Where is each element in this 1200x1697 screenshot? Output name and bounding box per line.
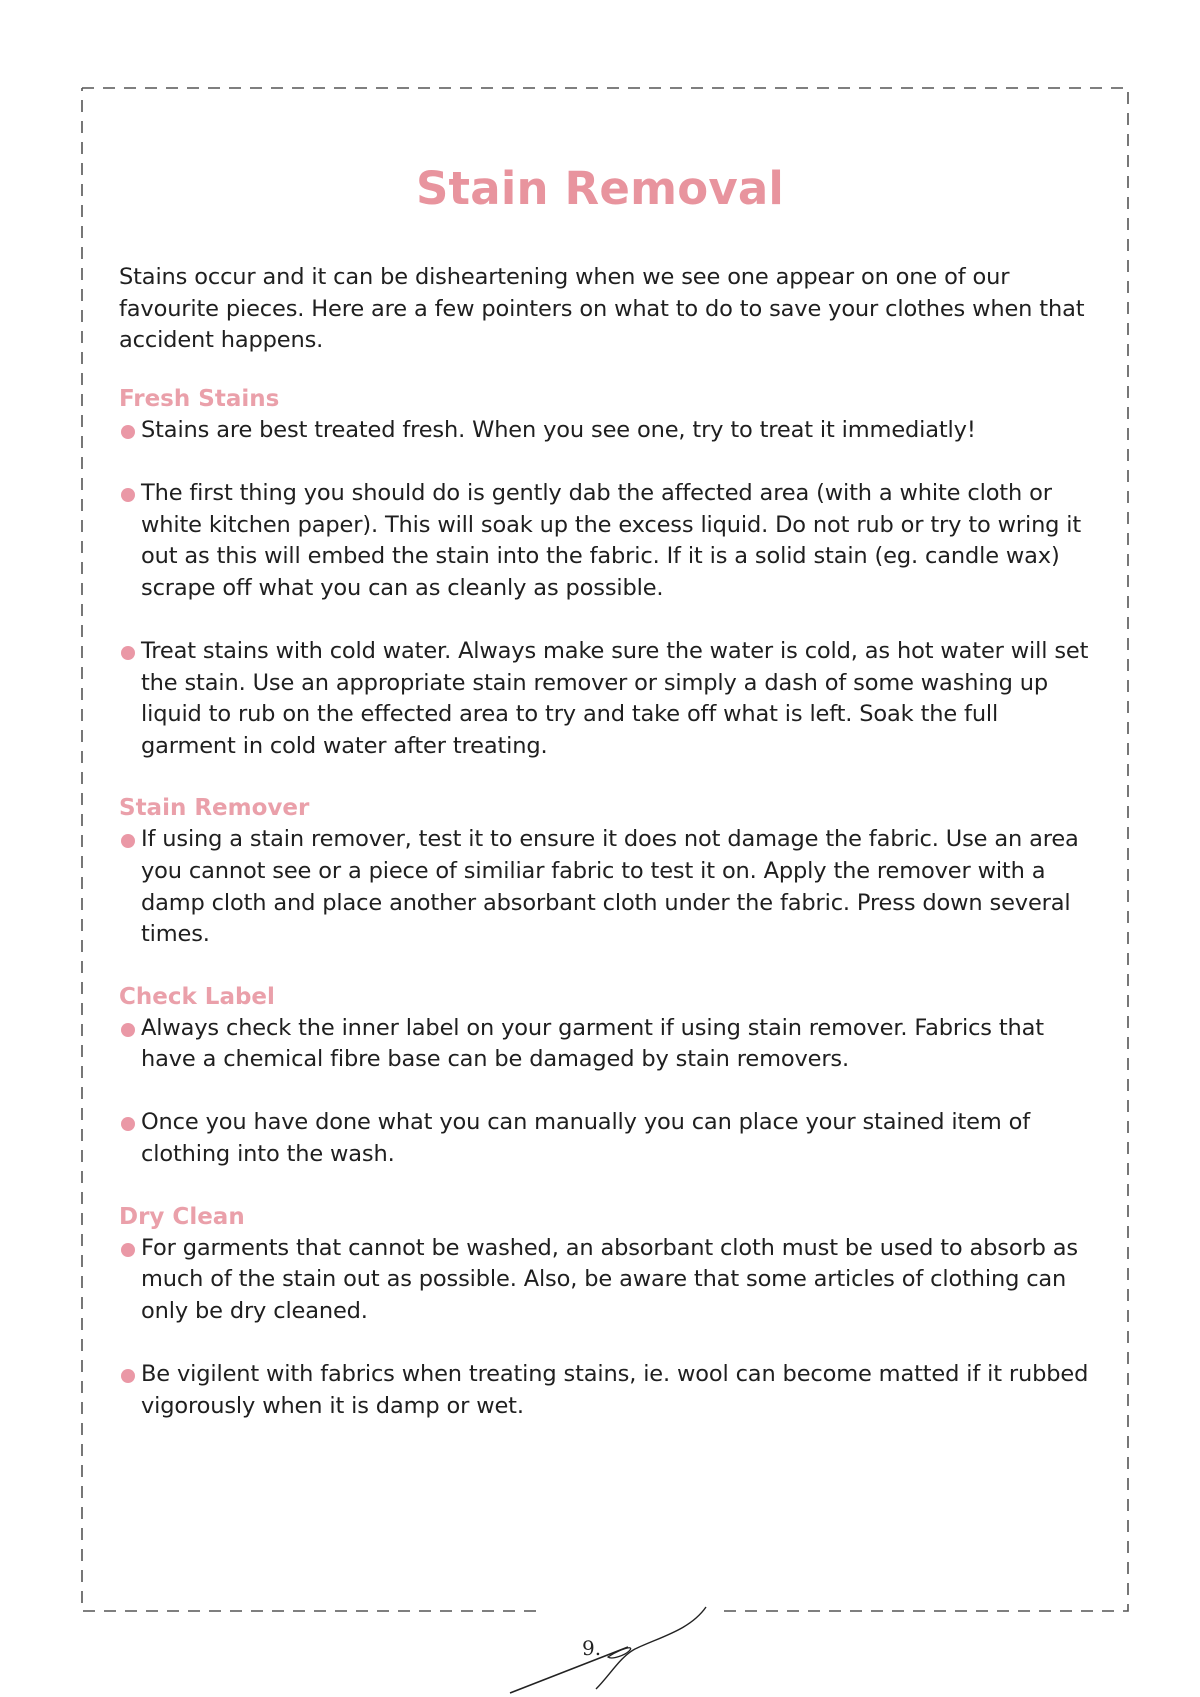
bullet-text: The first thing you should do is gently dab the affected area (with a white cloth or white kitchen paper). This will soak up the excess liquid. Do not rub or try to wring it out as this will embed the stain into the fabric. If it is a solid stain (eg. candle wax) scrape off what you can as cleanly as possible.: [141, 479, 1082, 601]
intro-paragraph: Stains occur and it can be disheartening when we see one appear on one of our favourite pieces. Here are a few pointers on what to do to save your clothes when that accident happens.: [119, 264, 1085, 354]
section-dry-clean: [119, 1201, 1099, 1423]
section-fresh-stains: [119, 383, 1099, 763]
bullet-item: [119, 636, 1099, 762]
bullet-item: [119, 824, 1099, 950]
bullet-dot-icon: [121, 1023, 135, 1037]
bullet-item: [119, 415, 1099, 447]
bullet-text: Be vigilent with fabrics when treating stains, ie. wool can become matted if it rubbed vigorously when it is damp or wet.: [141, 1361, 1089, 1419]
section-heading: Dry Clean: [119, 1203, 245, 1230]
bullet-text: For garments that cannot be washed, an absorbant cloth must be used to absorb as much of the stain out as possible. Also, be aware that some articles of clothing can only be dry cleaned.: [141, 1234, 1078, 1324]
section-heading: Stain Remover: [119, 795, 310, 822]
bullet-text: If using a stain remover, test it to ensure it does not damage the fabric. Use an area you cannot see or a piece of similiar fabric to test it on. Apply the remover with a damp cloth and place another absorbant cloth under the fabric. Press down several times.: [141, 826, 1079, 948]
section-check-label: [119, 981, 1099, 1171]
section-heading: Fresh Stains: [119, 385, 280, 412]
bullet-item: [119, 1233, 1099, 1328]
bullet-dot-icon: [121, 646, 135, 660]
page-number: 9.: [582, 1636, 602, 1660]
bullet-dot-icon: [121, 1243, 135, 1257]
section-heading: Check Label: [119, 983, 275, 1010]
bullet-dot-icon: [121, 834, 135, 848]
bullet-dot-icon: [121, 1369, 135, 1383]
bullet-item: [119, 1013, 1099, 1076]
bullet-dot-icon: [121, 425, 135, 439]
page-content: [119, 262, 1099, 1452]
section-stain-remover: [119, 792, 1099, 950]
bullet-item: [119, 478, 1099, 604]
bullet-item: [119, 1359, 1099, 1422]
bullet-text: Always check the inner label on your garment if using stain remover. Fabrics that have a chemical fibre base can be damaged by stain removers.: [141, 1014, 1044, 1073]
bullet-dot-icon: [121, 488, 135, 502]
bullet-text: Treat stains with cold water. Always make sure the water is cold, as hot water will set the stain. Use an appropriate stain remover or simply a dash of some washing up liquid to rub on the effected area to try and take off what is left. Soak the full garment in cold water after treating.: [141, 637, 1089, 759]
page-title: Stain Removal: [415, 162, 785, 216]
needle-thread-icon: [500, 1605, 730, 1697]
bullet-dot-icon: [121, 1117, 135, 1131]
bullet-item: [119, 1107, 1099, 1170]
bullet-text: Stains are best treated fresh. When you see one, try to treat it immediatly!: [141, 416, 976, 443]
bullet-text: Once you have done what you can manually you can place your stained item of clothing into the wash.: [141, 1109, 1031, 1168]
